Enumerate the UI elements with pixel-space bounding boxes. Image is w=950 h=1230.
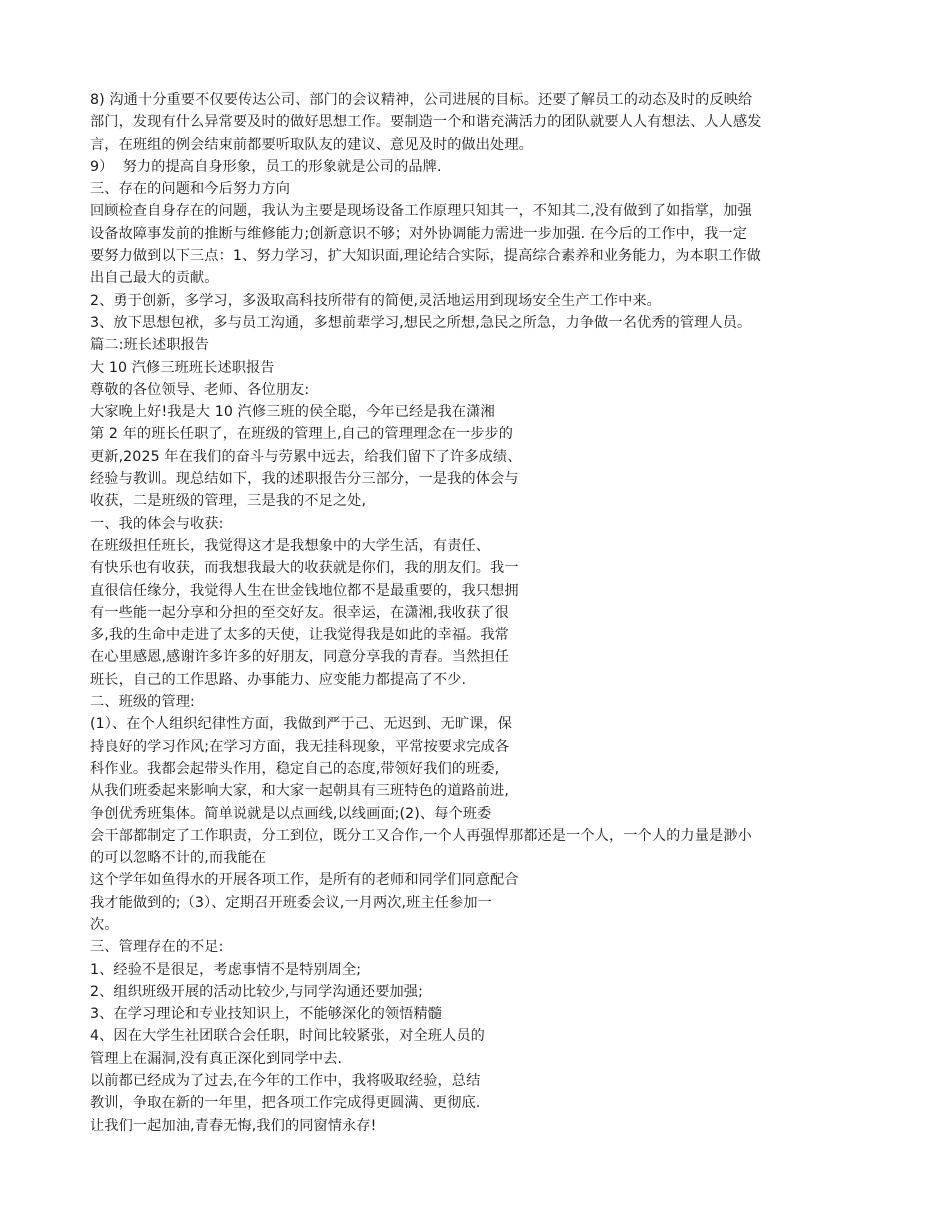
text-line: 这个学年如鱼得水的开展各项工作，是所有的老师和同学们同意配合 [90, 872, 519, 889]
text-line: 有一些能一起分享和分担的至交好友。很幸运，在潇湘,我收获了很 [90, 604, 509, 621]
text-line: 回顾检查自身存在的问题，我认为主要是现场设备工作原理只知其一，不知其二,没有做到了如指掌，加强 [90, 203, 752, 220]
text-line: 班长，自己的工作思路、办事能力、应变能力都提高了不少. [90, 671, 467, 688]
text-line: 经验与教训。现总结如下，我的述职报告分三部分，一是我的体会与 [90, 471, 519, 488]
text-line: 部门，发现有什么异常要及时的做好思想工作。要制造一个和谐充满活力的团队就要人人有想法、人人感发 [90, 114, 762, 131]
text-line: 收获，二是班级的管理，三是我的不足之处, [90, 493, 367, 510]
text-line: 的可以忽略不计的,而我能在 [90, 850, 267, 867]
report-title: 大 10 汽修三班班长述职报告 [90, 359, 275, 376]
list-item: 2、组织班级开展的活动比较少,与同学沟通还要加强; [90, 983, 423, 1000]
text-line: 9） 努力的提高自身形象，员工的形象就是公司的品牌. [90, 158, 442, 175]
text-line: 会干部都制定了工作职责，分工到位，既分工又合作,一个人再强悍那都还是一个人，一个人的力量是渺小 [90, 827, 752, 844]
section-heading: 篇二:班长述职报告 [90, 337, 210, 354]
text-line: 3、放下思想包袱，多与员工沟通，多想前辈学习,想民之所想,急民之所急，力争做一名优秀的管理人员。 [90, 314, 752, 331]
text-line: 从我们班委起来影响大家，和大家一起朝具有三班特色的道路前进, [90, 783, 509, 800]
text-line: 出自己最大的贡献。 [90, 270, 219, 287]
section-heading: 一、我的体会与收获: [90, 515, 224, 532]
section-heading: 三、存在的问题和今后努力方向 [90, 181, 291, 198]
text-line: 直很信任缘分，我觉得人生在世金钱地位都不是最重要的，我只想拥 [90, 582, 519, 599]
closing-line: 让我们一起加油,青春无悔,我们的同窗情永存! [90, 1117, 377, 1134]
salutation: 尊敬的各位领导、老师、各位朋友: [90, 381, 310, 398]
text-line: 争创优秀班集体。简单说就是以点画线,以线画面;(2)、每个班委 [90, 805, 492, 822]
text-line: 要努力做到以下三点：1、努力学习，扩大知识面,理论结合实际，提高综合素养和业务能力，为本职工作做 [90, 248, 761, 265]
text-line: 2、勇于创新，多学习，多汲取高科技所带有的简便,灵活地运用到现场安全生产工作中来。 [90, 292, 661, 309]
text-line: 在班级担任班长，我觉得这才是我想象中的大学生活，有责任、 [90, 537, 491, 554]
text-line: 多,我的生命中走进了太多的天使，让我觉得我是如此的幸福。我常 [90, 627, 509, 644]
text-line: 以前都已经成为了过去,在今年的工作中，我将吸取经验，总结 [90, 1073, 481, 1090]
text-line: 言，在班组的例会结束前都要听取队友的建议、意见及时的做出处理。 [90, 136, 533, 153]
text-line: 教训，争取在新的一年里，把各项工作完成得更圆满、更彻底. [90, 1095, 481, 1112]
text-line: 第 2 年的班长任职了，在班级的管理上,自己的管理理念在一步步的 [90, 426, 514, 443]
list-item: 4、因在大学生社团联合会任职，时间比较紧张，对全班人员的 [90, 1028, 485, 1045]
section-heading: 三、管理存在的不足: [90, 939, 224, 956]
text-line: 持良好的学习作风;在学习方面，我无挂科现象，平常按要求完成各 [90, 738, 510, 755]
section-heading: 二、班级的管理: [90, 694, 195, 711]
text-line: 大家晚上好!我是大 10 汽修三班的侯全聪，今年已经是我在潇湘 [90, 404, 495, 421]
text-line: 8) 沟通十分重要不仅要传达公司、部门的会议精神，公司进展的目标。还要了解员工的动态及时的反映给 [90, 92, 753, 108]
text-line: 次。 [90, 916, 119, 933]
text-line: 更新,2025 年在我们的奋斗与劳累中远去，给我们留下了许多成绩、 [90, 448, 522, 465]
document-body [90, 89, 860, 1137]
list-item: 1、经验不是很足，考虑事情不是特别周全; [90, 961, 362, 978]
text-line: (1）、在个人组织纪律性方面，我做到严于己、无迟到、无旷课，保 [90, 716, 513, 733]
text-line: 科作业。我都会起带头作用，稳定自己的态度,带领好我们的班委, [90, 760, 500, 777]
text-line: 我才能做到的;（3）、定期召开班委会议,一月两次,班主任参加一 [90, 894, 492, 911]
text-line: 管理上在漏洞,没有真正深化到同学中去. [90, 1050, 343, 1067]
list-item: 3、在学习理论和专业技知识上，不能够深化的领悟精髓 [90, 1006, 443, 1023]
text-line: 有快乐也有收获，而我想我最大的收获就是你们，我的朋友们。我一 [90, 560, 519, 577]
text-line: 在心里感恩,感谢许多许多的好朋友，同意分享我的青春。当然担任 [90, 649, 509, 666]
text-line: 设备故障事发前的推断与维修能力;创新意识不够；对外协调能力需进一步加强. 在今后的工作中，我一定 [90, 225, 748, 242]
